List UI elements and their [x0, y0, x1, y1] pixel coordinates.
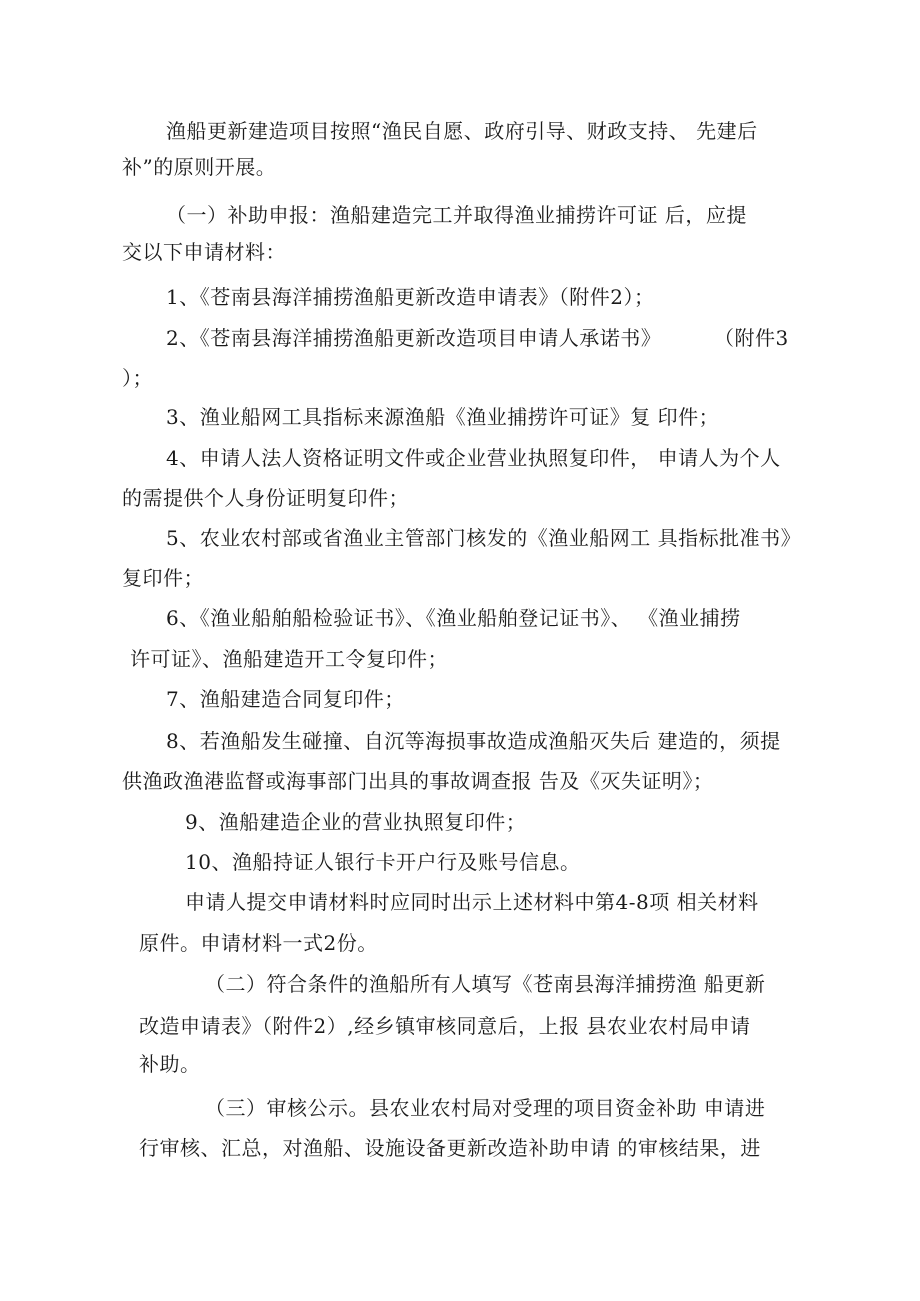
p13-line1: 申请人提交申请材料时应同时出示上述材料中第4-8项 相关材料: [185, 890, 759, 914]
p9-line1: 7、渔船建造合同复印件；: [166, 687, 405, 711]
p7-line1: 5、农业农村部或省渔业主管部门核发的《渔业船网工 具指标批准书》: [166, 526, 802, 550]
p10-line1: 8、若渔船发生碰撞、自沉等海损事故造成渔船灭失后 建造的，须提: [166, 729, 781, 753]
p10-line2: 供渔政渔港监督或海事部门出具的事故调查报 告及《灭失证明》；: [122, 769, 714, 793]
p8-line1: 6、《渔业船舶船检验证书》、《渔业船舶登记证书》、 《渔业捕捞: [166, 606, 741, 630]
p2-line1: （一）补助申报：渔船建造完工并取得渔业捕捞许可证 后，应提: [166, 203, 747, 227]
p3-line1: 1、《苍南县海洋捕捞渔船更新改造申请表》（附件2）；: [166, 285, 655, 309]
p6-line1: 4、申请人法人资格证明文件或企业营业执照复印件， 申请人为个人: [166, 446, 781, 470]
p14-line2: 改造申请表》（附件2）,经乡镇审核同意后，上报 县农业农村局申请: [139, 1014, 751, 1038]
p15-line1: （三）审核公示。县农业农村局对受理的项目资金补助 申请进: [205, 1096, 766, 1120]
p13-line2: 原件。申请材料一式2份。: [139, 931, 378, 955]
p1-line2: 补”的原则开展。: [122, 155, 277, 179]
p2-line2: 交以下申请材料：: [122, 240, 286, 264]
p1-line1: 渔船更新建造项目按照“渔民自愿、政府引导、财政支持、 先建后: [166, 119, 758, 143]
p8-line2: 许可证》、渔船建造开工令复印件；: [130, 647, 448, 671]
p7-line2: 复印件；: [122, 566, 204, 590]
p14-line1: （二）符合条件的渔船所有人填写《苍南县海洋捕捞渔 船更新: [205, 972, 766, 996]
p4-line1: 2、《苍南县海洋捕捞渔船更新改造项目申请人承诺书》: [166, 326, 662, 350]
p15-line2: 行审核、汇总，对渔船、设施设备更新改造补助申请 的审核结果，进: [139, 1136, 761, 1160]
p5-line1: 3、渔业船网工具指标来源渔船《渔业捕捞许可证》复 印件；: [166, 405, 720, 429]
p14-line3: 补助。: [139, 1052, 201, 1076]
p4-line1-suffix: （附件3: [714, 326, 789, 350]
p12-line1: 10、渔船持证人银行卡开户行及账号信息。: [185, 850, 581, 874]
p11-line1: 9、渔船建造企业的营业执照复印件；: [185, 810, 527, 834]
p4-line2: ）；: [122, 366, 153, 390]
p6-line2: 的需提供个人身份证明复印件；: [122, 486, 409, 510]
